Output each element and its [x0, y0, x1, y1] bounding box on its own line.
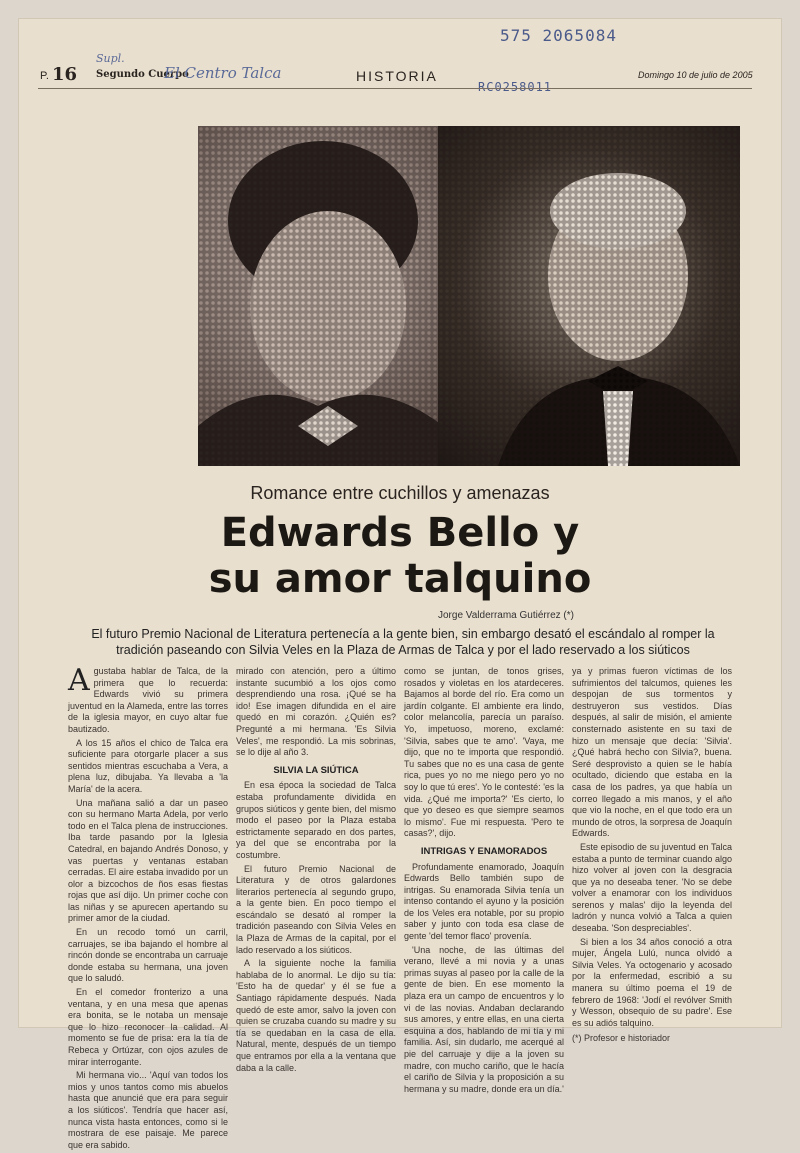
subhead-silvia: SILVIA LA SIÚTICA — [273, 764, 359, 776]
paragraph: como se juntan, de tonos grises, rosados y violetas en los atardeceres. Bajamos al borde del río. Era como un jardín colgante. El ambiente era lindo, color melancolía, parecía un paraíso. Yo, impetuoso, moreno, exclamé: 'Silvia, sabes que te amo'. 'Vaya, me dijo, que no te importa que respondió. Tu sabes que no es una casa de gente rica, pues yo no me niego pero yo no soy lo que tú eres'. Yo le contesté: 'es la vida. ¿Qué me importa?' 'Es cierto, lo que yo deseo es que siempre seamos lo mismo'. Fue mi respuesta. 'Pero te casas?', dijo. — [404, 666, 564, 839]
paragraph: El futuro Premio Nacional de Literatura y de otros galardones literarios pertenecía al segundo grupo, a la gente bien. En poco tiempo el escándalo se desató al romper la tradición paseando con Silvia Veles en la Plaza de Armas de la capital, por el lado reservado a los siúticos. — [236, 863, 396, 955]
subhead-intrigas: INTRIGAS Y ENAMORADOS — [420, 845, 548, 857]
paragraph: A los 15 años el chico de Talca era suficiente para otorgarle placer a sus sentidos mientras escuchaba a Vera, a plena luz, dibujaba. Ya llevaba a 'la María' de la acera. — [68, 737, 228, 794]
issue-date: Domingo 10 de julio de 2005 — [638, 70, 753, 80]
portrait-young-photo — [198, 126, 443, 466]
page-prefix: P. — [40, 70, 49, 82]
paragraph: Una mañana salió a dar un paseo con su hermano Marta Adela, por verlo todo en el Talca plena de instrucciones. Iba tarde pasando por la Iglesia Catedral, en bajando Andrés Donoso, y vas puertas y ventanas estaban cerradas. El aire estaba invadido por un olor a bizcochos de ños esas fiestas rojas que así dijo. Un primer coche con las niñas y se apurecen apertando su primer amor de la ciudad. — [68, 797, 228, 924]
headline-line-1: Edwards Bello y — [220, 510, 580, 556]
paragraph: En el comedor fronterizo a una ventana, y en una mesa que apenas era bonita, se le notaba un mensaje que lo hizo reconocer la calidad. Al momento se fue de prisa: era la tía de Rebeca y Ortúzar, con ojos azules de mirar interrogante. — [68, 987, 228, 1067]
headline-line-2: su amor talquino — [208, 556, 592, 602]
archive-code-stamp: 575 2065084 — [500, 26, 617, 45]
paragraph: Profundamente enamorado, Joaquín Edwards Bello también supo de intrigas. Su enamorada Silvia tenía un intenso contando el ayuno y la posición de los Veles era notable, por su propio saber y junto con toda esa clase de gente 'del temor flaco' provenía. — [404, 861, 564, 942]
paragraph: Mi hermana vio... 'Aquí van todos los mios y unos tantos como mis abuelos hasta que anuncié que era para seguir a los siúticos'. Tendría que hacer así, nunca vista hasta entonces, como si le mostrara de ese paisaje. Me parece que era sabido. — [68, 1070, 228, 1150]
handwritten-supplement: Supl. — [96, 52, 125, 65]
drop-cap: A — [68, 663, 90, 698]
record-id-stamp: RC0258011 — [478, 80, 553, 94]
paragraph: 'Una noche, de las últimas del verano, llevé a mi novia y a unas primas suyas al paseo por la calle de la gente de bien. En ese momento la plaza era un campo de encuentros y lo vi de las novias. Andaban declarando sus amores, y entre ellas, en una cierta esquina a dos, hablando de mi tía y mi familia. Así, sin dudarlo, me acerqué al pie del carruaje y dije a la joven su madre, con mucho cariño, que le hacía el cariño de Silvia y la proposición a su hermana y su madre, donde era un día.' — [404, 944, 564, 1094]
paragraph: mirado con atención, pero a último instante sucumbió a los ojos como desprendiendo una rosa. ¡Qué se ha ido! Ese imagen difundida en el aire quedó en mi corazón. ¿Quién es? Pregunté a mi hermana. 'Es Silvia Veles', me respondió. La mis sobrinas, se lo dije al año 3. — [236, 666, 396, 758]
paragraph: Si bien a los 34 años conoció a otra mujer, Ángela Lulú, nunca olvidó a Silvia Veles. Ya octogenario y acosado por la enfermedad, escribió a su manera su último poema el 19 de febrero de 1968: 'Jodí el revólver Smith y Wesson, obsequio de su padre'. Ese es su adiós talquino. — [572, 936, 732, 1028]
paragraph: En un recodo tomó un carril, carruajes, se iba bajando el hombre al rincón donde se encontraba un carruaje donde estaba su hermana, una joven que lo saludó. — [68, 927, 228, 984]
paragraph: En esa época la sociedad de Talca estaba profundamente dividida en grupos siúticos y gente bien, del mismo modo el paseo por la Plaza estaba estrictamente separado en dos partes, ya del que se encontraba por la costumbre. — [236, 780, 396, 860]
newspaper-clipping — [18, 18, 782, 1150]
page-header — [18, 52, 782, 90]
column-4 — [572, 666, 732, 1047]
column-1 — [68, 663, 228, 1153]
section-title: HISTORIA — [356, 68, 438, 84]
handwritten-source: El Centro Talca — [164, 64, 282, 82]
header-rule — [38, 88, 752, 89]
section-paper: Segundo Cuerpo — [96, 69, 189, 80]
column-2 — [236, 666, 396, 1076]
article-headline — [18, 510, 782, 602]
article-kicker: Romance entre cuchillos y amenazas — [250, 483, 550, 503]
footnote: (*) Profesor e historiador — [572, 1033, 671, 1044]
byline: Jorge Valderrama Gutiérrez (*) — [438, 610, 574, 621]
paragraph: Este episodio de su juventud en Talca estaba a punto de terminar cuando algo hizo volver al joven con la desgracia que ya no deseaba tener. 'No se debe volver a enamorar con los individuos serenos y malas' dijo la leyenda del ladrón y nunca volvió a Talca a quien deseaba. 'Son despreciables'. — [572, 841, 732, 934]
paragraph: ya y primas fueron víctimas de los sufrimientos del talcumos, quienes les despojan de sus tormentos y destruyeron sus vestidos. Días después, al salir de misión, el amiente consternado asistente en su taxi de hizo un mensaje que decía: 'Silvia'. ¿Qué habrá hecho con Silvia?, buena. Seré desprovisto a quien se le había ocultado, diciendo que estaba en la casa de los padres, ya que había un correo llegado a mis manos, y el año que vio la noche, en el que todo era un mundo de otros, la sorpresa de Joaquín Edwards. — [572, 666, 732, 839]
column-3 — [404, 666, 564, 1097]
page-number: 16 — [52, 64, 78, 85]
portrait-older-photo — [438, 126, 740, 466]
paragraph: gustaba hablar de Talca, de la primera que lo recuerda: Edwards vivió su primera juventud en la Alameda, entre las torres de la iglesia mayor, en cuyo altar fue bautizado. — [68, 666, 228, 734]
paragraph: A la siguiente noche la familia hablaba de lo anormal. Le dijo su tía: 'Esto ha de quedar' y él se fue a Santiago rápidamente después. Nada quedó de este amor, salvo la joven con quien se cruzaba cuando su madre y su tía se quedaban en la casa de ella. Natural, mente, después de un tiempo que entramos por ella a la ventana que daba a la calle. — [236, 958, 396, 1073]
article-lead: El futuro Premio Nacional de Literatura pertenecía a la gente bien, sin embargo desató el escándalo al romper la tradición paseando con Silvia Veles en la Plaza de Armas de Talca y por el lado reservado a los siúticos — [91, 627, 715, 657]
